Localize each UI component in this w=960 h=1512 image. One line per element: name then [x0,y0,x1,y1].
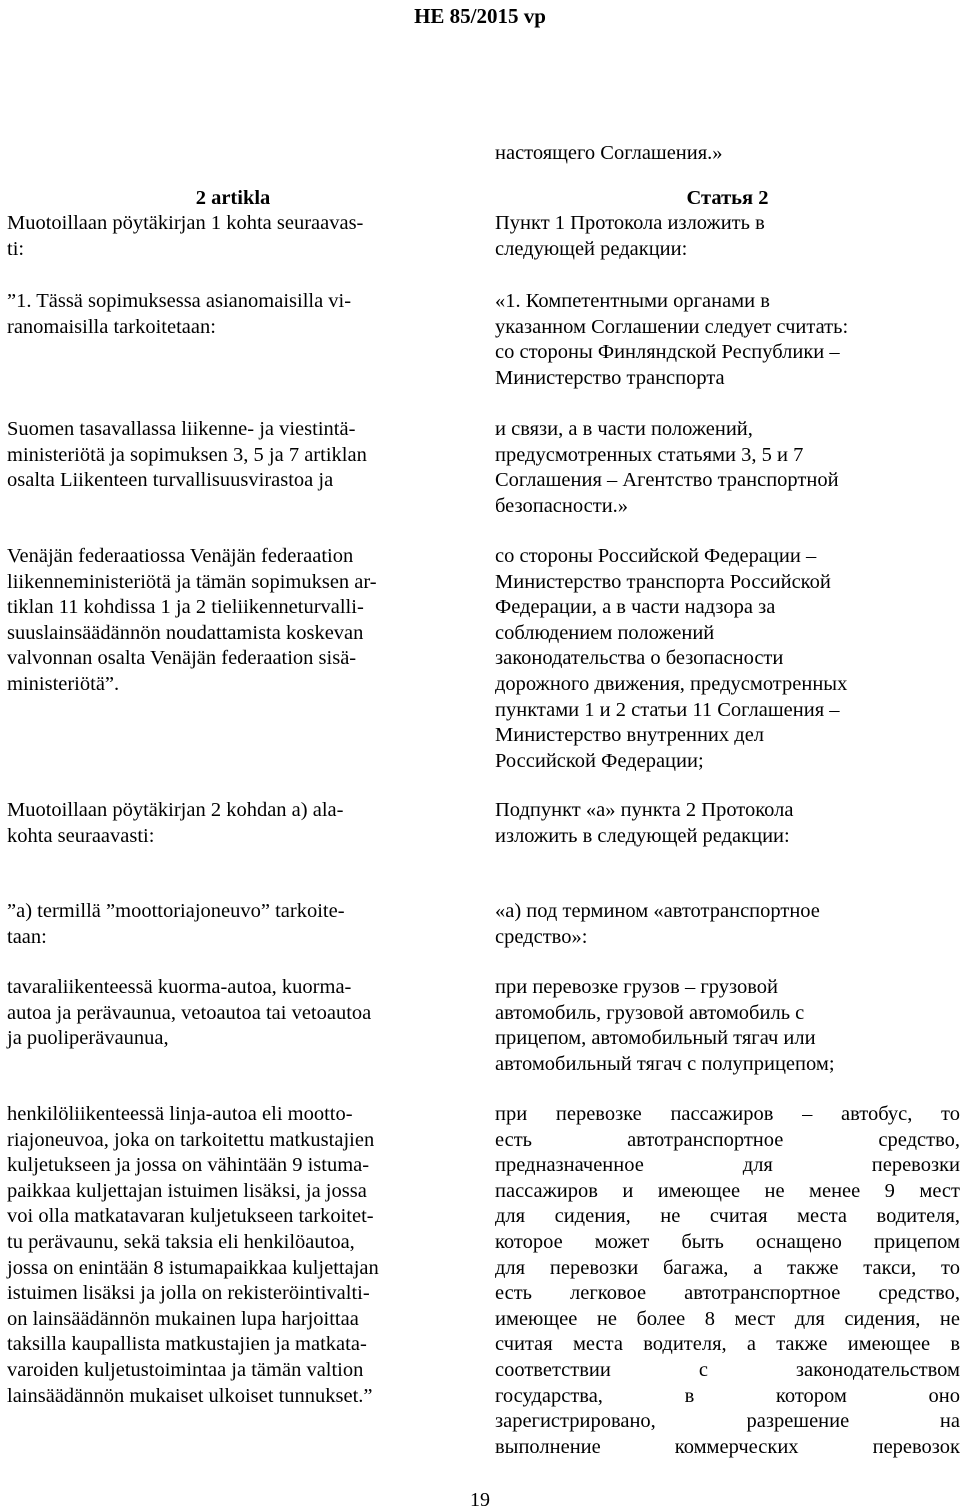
text-line: настоящего Соглашения.» [495,142,723,164]
text-line: указанном Соглашении следует считать: [495,315,849,338]
text-line: autoa ja perävaunua, vetoautoa tai vetoautoa [7,1001,372,1024]
text-line: kohta seuraavasti: [7,824,155,847]
paragraph-fi-4 [7,798,459,849]
text-line: есть легковое автотранспортное средство, [495,1282,960,1305]
page-header-title: HE 85/2015 vp [414,4,546,28]
text-line: Министерство транспорта [495,366,725,389]
text-line: «а) под термином «автотранспортное [495,900,820,922]
text-line: kuljetukseen ja jossa on vähintään 9 istuma- [7,1154,370,1177]
text-line: on lainsäädännön mukainen lupa harjoittaa [7,1307,359,1330]
text-line: Пункт 1 Протокола изложить в [495,212,765,234]
text-line: зарегистрировано, разрешение на [495,1410,960,1433]
text-line: osalta Liikenteen turvallisuusvirastoa ja [7,469,334,492]
article-intro-ru [495,211,960,262]
text-line: со стороны Российской Федерации – [495,545,817,567]
text-line: законодательства о безопасности [495,647,784,670]
text-line: дорожного движения, предусмотренных [495,672,848,695]
text-line: для сидения, не считая места водителя, [495,1205,960,1228]
text-line: государства, в котором оно [495,1384,960,1407]
text-line: и связи, а в части положений, [495,418,753,440]
text-line: Министерство внутренних дел [495,724,765,747]
text-line: считая места водителя, а также имеющее в [495,1333,960,1356]
text-line: Suomen tasavallassa liikenne- ja viestintä- [7,418,356,440]
paragraph-ru-1 [495,289,960,391]
text-line: средство»: [495,925,588,948]
text-line: jossa on enintään 8 istumapaikkaa kuljettajan [7,1256,379,1279]
text-line: tavaraliikenteessä kuorma-autoa, kuorma- [7,976,352,998]
text-line: Соглашения – Агентство транспортной [495,469,839,492]
text-line: Подпункт «а» пункта 2 Протокола [495,799,794,821]
paragraph-ru-4 [495,798,960,849]
paragraph-ru-5 [495,899,960,950]
text-line: для перевозки багажа, а также такси, то [495,1256,960,1279]
paragraph-ru-0 [495,141,960,167]
text-line: «1. Компетентными органами в [495,290,770,312]
text-line: автомобиль, грузовой автомобиль с [495,1001,805,1024]
text-line: предназначенное для перевозки [495,1154,960,1177]
text-line: имеющее не более 8 мест для сидения, не [495,1307,960,1330]
text-line: paikkaa kuljettajan istuimen lisäksi, ja jossa [7,1179,367,1202]
text-line: tu perävaunu, sekä taksia eli henkilöautoa, [7,1230,355,1253]
page-number: 19 [470,1489,490,1511]
text-line: liikenneministeriötä ja tämän sopimuksen ar- [7,570,377,593]
text-line: соответствии с законодательством [495,1358,960,1381]
text-line: istuimen lisäksi ja jolla on rekisteröintivalti- [7,1282,370,1305]
paragraph-ru-2 [495,417,960,519]
text-line: Muotoillaan pöytäkirjan 1 kohta seuraavas- [7,212,364,234]
paragraph-fi-1 [7,289,459,340]
text-line: при перевозке грузов – грузовой [495,976,778,998]
text-line: Российской Федерации; [495,749,704,772]
text-line: предусмотренных статьями 3, 5 и 7 [495,443,804,466]
text-line: пассажиров и имеющее не менее 9 мест [495,1179,960,1202]
text-line: lainsäädännön mukaiset ulkoiset tunnukset.” [7,1384,373,1407]
text-line: со стороны Финляндской Республики – [495,341,840,364]
text-line: tiklan 11 kohdissa 1 ja 2 tieliikenneturvalli- [7,596,364,619]
text-line: henkilöliikenteessä linja-autoa eli mootto- [7,1103,353,1125]
text-line: следующей редакции: [495,237,688,260]
text-line: при перевозке пассажиров – автобус, то [495,1103,960,1125]
paragraph-fi-3 [7,544,459,698]
paragraph-ru-6 [495,975,960,1077]
article-heading-fi: 2 artikla [195,187,271,209]
text-line: Федерации, а в части надзора за [495,596,776,619]
text-line: voi olla matkatavaran kuljetukseen tarkoitet- [7,1205,374,1228]
text-line: автомобильный тягач с полуприцепом; [495,1052,835,1075]
text-line: пунктами 1 и 2 статьи 11 Соглашения – [495,698,840,721]
text-line: прицепом, автомобильный тягач или [495,1027,816,1050]
article-intro-fi [7,211,459,262]
text-line: ja puoliperävaunua, [7,1027,169,1050]
text-line: ranomaisilla tarkoitetaan: [7,315,216,338]
text-line: ministeriötä ja sopimuksen 3, 5 ja 7 artiklan [7,443,367,466]
text-line: соблюдением положений [495,621,715,644]
text-line: valvonnan osalta Venäjän federaation sisä- [7,647,357,670]
paragraph-fi-7 [7,1102,459,1409]
text-line: которое может быть оснащено прицепом [495,1230,960,1253]
paragraph-ru-7 [495,1102,960,1460]
text-line: Venäjän federaatiossa Venäjän federaation [7,545,354,567]
text-line: безопасности.» [495,494,629,517]
paragraph-fi-5 [7,899,459,950]
text-line: suuslainsäädännön noudattamista koskevan [7,621,364,644]
text-line: taan: [7,925,47,948]
paragraph-ru-3 [495,544,960,774]
text-line: есть автотранспортное средство, [495,1128,960,1151]
text-line: выполнение коммерческих перевозок [495,1435,960,1458]
text-line: ministeriötä”. [7,672,120,695]
paragraph-fi-2 [7,417,459,494]
text-line: изложить в следующей редакции: [495,824,790,847]
text-line: Министерство транспорта Российской [495,570,831,593]
text-line: ti: [7,237,25,260]
text-line: ”a) termillä ”moottoriajoneuvo” tarkoite- [7,900,345,922]
text-line: Muotoillaan pöytäkirjan 2 kohdan a) ala- [7,799,344,821]
text-line: taksilla kaupallista matkustajien ja matkata- [7,1333,367,1356]
text-line: riajoneuvoa, joka on tarkoitettu matkustajien [7,1128,375,1151]
text-line: varoiden kuljetustoimintaa ja tämän valtion [7,1358,364,1381]
paragraph-fi-6 [7,975,459,1052]
text-line: ”1. Tässä sopimuksessa asianomaisilla vi- [7,290,352,312]
article-heading-ru: Статья 2 [686,187,769,209]
